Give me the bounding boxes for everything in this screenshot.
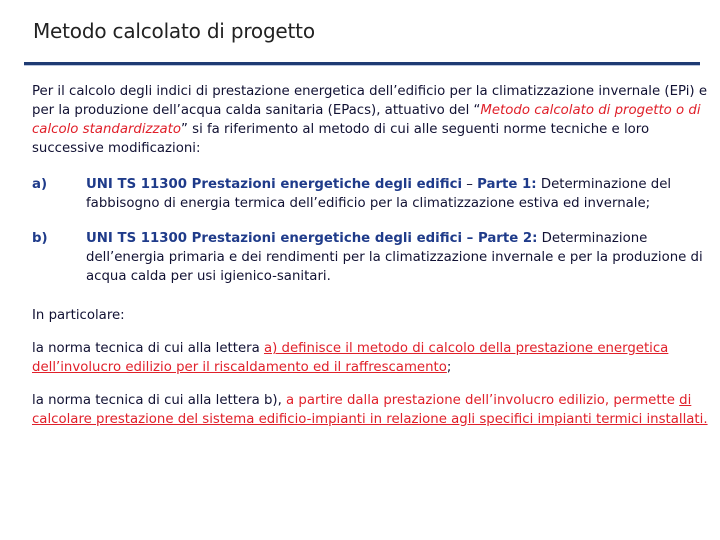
paragraph-b-red: a partire dalla prestazione dell’involucro edilizio, permette <box>286 393 680 408</box>
paragraph-b <box>32 391 708 429</box>
document-body <box>32 82 708 429</box>
title-divider-shadow <box>24 65 700 66</box>
intro-emphasis: Metodo calcolato di progetto o di calcolo standardizzato <box>32 103 701 137</box>
intro-paragraph <box>32 82 708 158</box>
paragraph-b-link[interactable]: di calcolare prestazione del sistema edificio-impianti in relazione agli specifici impianti termici installati. <box>32 393 708 427</box>
paragraph-a-link[interactable]: a) definisce il metodo di calcolo della prestazione energetica dell’involucro edilizio per il riscaldamento ed il raffrescamento <box>32 341 669 375</box>
paragraph-a-lead: la norma tecnica di cui alla lettera <box>32 341 264 356</box>
norm-marker-b: b) <box>32 231 48 246</box>
intro-text-end: ” si fa riferimento al metodo di cui alle seguenti norme tecniche e loro successive modificazioni: <box>32 122 650 156</box>
norm-marker-a: a) <box>32 177 48 192</box>
norm-item-b <box>32 229 708 286</box>
paragraph-b-lead: la norma tecnica di cui alla lettera b), <box>32 393 287 408</box>
norm-dash-a: – <box>462 177 478 192</box>
page-title: Metodo calcolato di progetto <box>33 19 315 43</box>
norm-part-b: Parte 2: <box>477 231 538 246</box>
norm-text-a: Determinazione del fabbisogno di energia termica dell’edificio per la climatizzazione estiva ed invernale; <box>86 177 672 211</box>
paragraph-a-tail: ; <box>446 360 452 375</box>
norm-item-a <box>32 175 708 213</box>
in-particolare-label: In particolare: <box>32 308 125 323</box>
norm-heading-a: UNI TS 11300 Prestazioni energetiche degli edifici <box>86 177 463 192</box>
norm-heading-b: UNI TS 11300 Prestazioni energetiche degli edifici <box>86 231 463 246</box>
intro-text-start: Per il calcolo degli indici di prestazione energetica dell’edificio per la climatizzazione invernale (EPi) e per la produzione dell’acqua calda sanitaria (EPacs), attuativo del “ <box>32 84 708 118</box>
norm-part-a: Parte 1: <box>477 177 537 192</box>
norms-list <box>32 175 708 286</box>
paragraph-a <box>32 339 708 377</box>
norm-dash-b: – <box>462 231 478 246</box>
norm-text-b: Determinazione dell’energia primaria e dei rendimenti per la climatizzazione invernale e per la produzione di acqua calda per usi igienico-sanitari. <box>86 231 703 284</box>
